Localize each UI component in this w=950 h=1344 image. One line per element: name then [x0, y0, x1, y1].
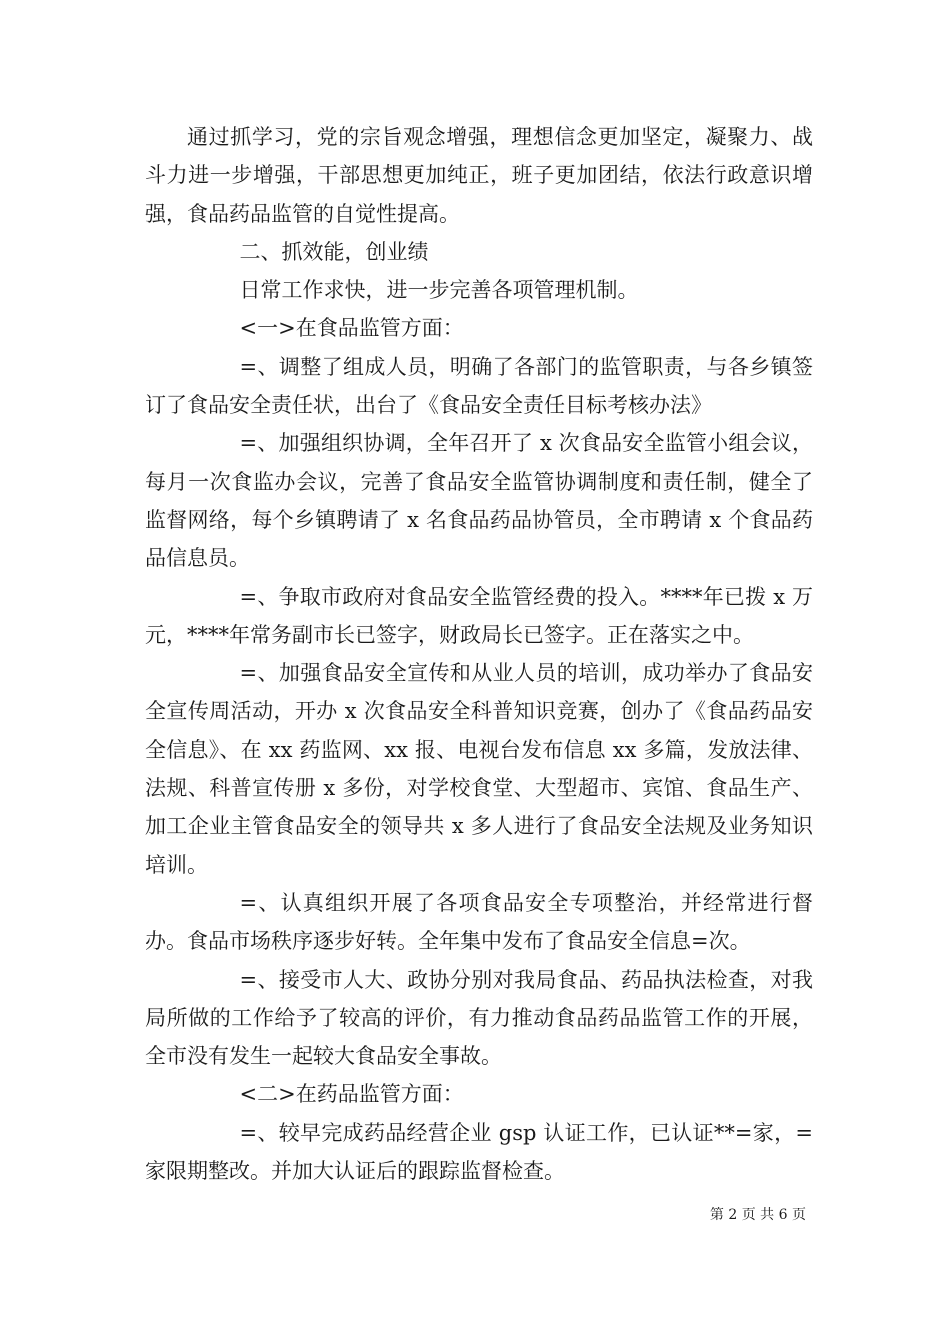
document-body	[145, 118, 813, 1190]
paragraph-food-item-3: =、争取市政府对食品安全监管经费的投入。****年已拨 x 万元，****年常务副市长已签字，财政局长已签字。正在落实之中。	[145, 584, 813, 647]
paragraph-food-item-2: =、加强组织协调，全年召开了 x 次食品安全监管小组会议，每月一次食监办会议，完善了食品安全监管协调制度和责任制，健全了监督网络，每个乡镇聘请了 x 名食品药品协管员，全市聘请 x 个食品药品信息员。	[145, 431, 813, 571]
page-number-footer: 第 2 页 共 6 页	[709, 1207, 806, 1223]
paragraph-drug-item-1: =、较早完成药品经营企业 gsp 认证工作，已认证**=家，=家限期整改。并加大认证后的跟踪监督检查。	[145, 1120, 813, 1184]
paragraph-food-item-6: =、接受市人大、政协分别对我局食品、药品执法检查，对我局所做的工作给予了较高的评价，有力推动食品药品监管工作的开展，全市没有发生一起较大食品安全事故。	[145, 967, 813, 1069]
paragraph-food-item-1: =、调整了组成人员，明确了各部门的监管职责，与各乡镇签订了食品安全责任状，出台了《食品安全责任目标考核办法》	[145, 354, 813, 418]
section-heading-efficiency: 二、抓效能，创业绩	[239, 239, 429, 264]
subheading-drug-supervision: <二>在药品监管方面：	[239, 1082, 464, 1107]
paragraph-food-item-5: =、认真组织开展了各项食品安全专项整治，并经常进行督办。食品市场秩序逐步好转。全年集中发布了食品安全信息=次。	[145, 890, 813, 954]
paragraph-study-results: 通过抓学习，党的宗旨观念增强，理想信念更加坚定，凝聚力、战斗力进一步增强，干部思想更加纯正，班子更加团结，依法行政意识增强，食品药品监管的自觉性提高。	[145, 125, 813, 226]
paragraph-food-item-4: =、加强食品安全宣传和从业人员的培训，成功举办了食品安全宣传周活动，开办 x 次食品安全科普知识竞赛，创办了《食品药品安全信息》、在 xx 药监网、xx 报、电视台发布信息 xx 多篇，发放法律、法规、科普宣传册 x 多份，对学校食堂、大型超市、宾馆、食品生产、加工企业主管食品安全的领导共 x 多人进行了食品安全法规及业务知识培训。	[145, 661, 813, 877]
paragraph-daily-work: 日常工作求快，进一步完善各项管理机制。	[239, 278, 639, 303]
subheading-food-supervision: <一>在食品监管方面：	[239, 316, 464, 341]
